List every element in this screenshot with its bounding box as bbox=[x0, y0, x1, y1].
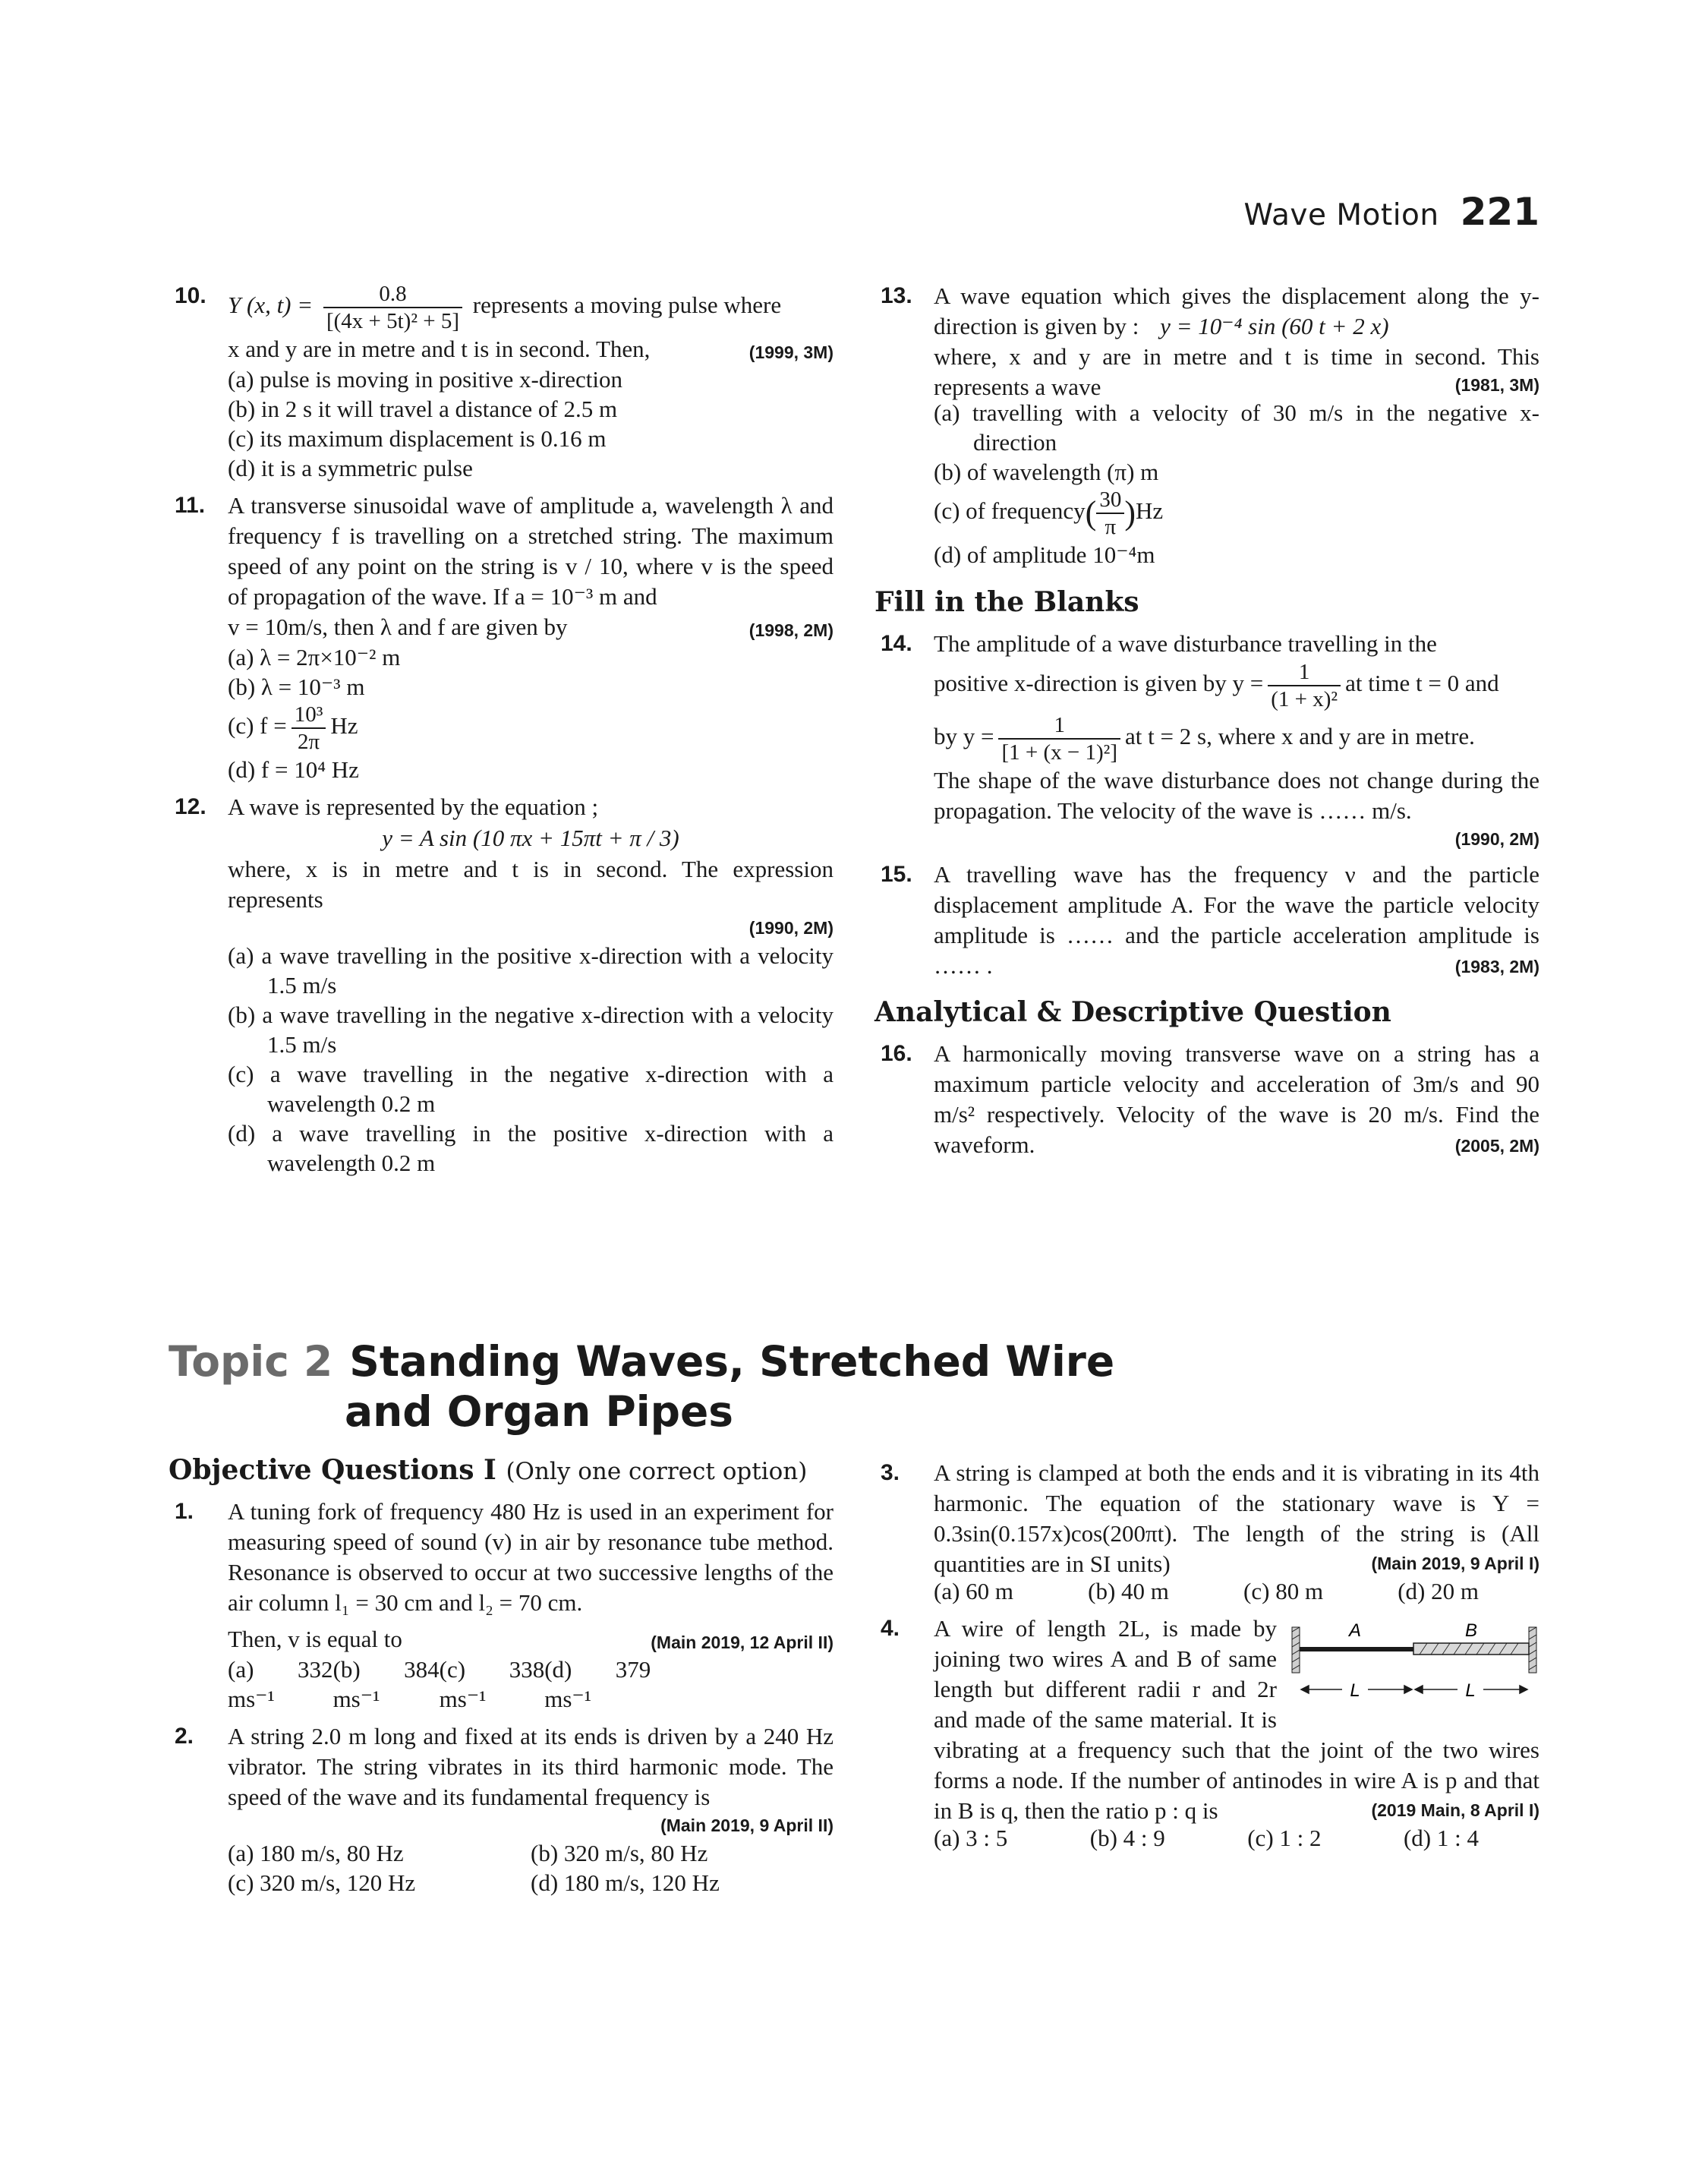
q11-line-last: v = 10m/s, then λ and f are given by bbox=[228, 614, 568, 640]
q14-fraction-1 bbox=[1268, 659, 1341, 712]
option: (c) a wave travelling in the negative x-direction with a wavelength 0.2 m bbox=[228, 1061, 834, 1117]
t2q2-stem: A string 2.0 m long and fixed at its ends is driven by a 240 Hz vibrator. The string vibrates in its third harmonic mode. The speed of the wave and its fundamental frequency is bbox=[228, 1723, 834, 1810]
left-paren: ( bbox=[1085, 494, 1097, 532]
fraction-denominator: [1 + (x − 1)²] bbox=[1001, 740, 1118, 765]
fill-in-blanks-heading: Fill in the Blanks bbox=[874, 586, 1139, 618]
topic2-question-2 bbox=[169, 1721, 834, 1898]
q10-ref: (1999, 3M) bbox=[748, 342, 834, 362]
q14-stem2-pre: positive x-direction is given by y = bbox=[934, 670, 1264, 697]
fraction-denominator: π bbox=[1105, 515, 1117, 539]
option-c-fraction bbox=[291, 702, 326, 755]
question-11 bbox=[169, 491, 834, 784]
question-number: 10. bbox=[175, 283, 206, 308]
question-12 bbox=[169, 792, 834, 1178]
option: (b) 384 ms⁻¹ bbox=[332, 1656, 440, 1712]
q15-stem: A travelling wave has the frequency ν and the particle displacement amplitude A. For the wave the particle velocity amplitude is …… and the particle acceleration amplitude is …… . bbox=[934, 861, 1539, 979]
option: (a) 332 ms⁻¹ bbox=[228, 1656, 333, 1712]
option-c-fraction bbox=[1096, 487, 1124, 540]
question-number: 1. bbox=[175, 1499, 194, 1524]
topic-title-line2: and Organ Pipes bbox=[345, 1387, 734, 1436]
q14-stem4: The shape of the wave disturbance does not change during the propagation. The velocity of the wave is …… m/s. bbox=[934, 767, 1539, 824]
option: (d) 379 ms⁻¹ bbox=[544, 1656, 651, 1712]
q10-line2: x and y are in metre and t is in second. Then, bbox=[228, 336, 651, 362]
fraction-denominator: 2π bbox=[297, 730, 320, 754]
objective-subheading: (Only one correct option) bbox=[506, 1458, 808, 1485]
t2q2-ref: (Main 2019, 9 April II) bbox=[660, 1815, 834, 1835]
label-a: A bbox=[1348, 1620, 1362, 1641]
label-l2: L bbox=[1465, 1680, 1476, 1701]
right-column-top bbox=[874, 281, 1539, 1166]
fraction-numerator: 0.8 bbox=[323, 281, 462, 308]
fraction-denominator: (1 + x)² bbox=[1271, 687, 1338, 711]
q10-lhs: Y (x, t) = bbox=[228, 292, 314, 319]
option: (d) of amplitude 10⁻⁴m bbox=[934, 541, 1155, 568]
q12-stem2: where, x is in metre and t is in second. The expression represents bbox=[228, 856, 834, 913]
fraction-numerator: 1 bbox=[998, 712, 1120, 740]
t2q4-options bbox=[934, 1823, 1539, 1853]
topic2-question-1 bbox=[169, 1497, 834, 1714]
objective-heading bbox=[169, 1454, 834, 1486]
t2q1-stem2: Then, v is equal to bbox=[228, 1626, 402, 1652]
q13-equation: y = 10⁻⁴ sin (60 t + 2 x) bbox=[1160, 313, 1389, 339]
wire-diagram bbox=[1290, 1614, 1539, 1712]
t2q4-ref: (2019 Main, 8 April I) bbox=[1371, 1800, 1539, 1820]
q12-equation: y = A sin (10 πx + 15πt + π / 3) bbox=[382, 825, 679, 851]
page-header bbox=[1243, 190, 1539, 234]
option-c bbox=[934, 487, 1539, 540]
question-number: 13. bbox=[881, 283, 912, 308]
q16-ref: (2005, 2M) bbox=[1454, 1136, 1539, 1156]
option: (b) in 2 s it will travel a distance of 2.5 m bbox=[228, 396, 618, 422]
option: (b) a wave travelling in the negative x-direction with a velocity 1.5 m/s bbox=[228, 1002, 834, 1058]
question-16 bbox=[874, 1039, 1539, 1159]
option: (b) 40 m bbox=[1088, 1578, 1169, 1604]
option: (c) 320 m/s, 120 Hz bbox=[228, 1869, 416, 1896]
option: (a) 60 m bbox=[934, 1578, 1014, 1604]
left-column-bottom bbox=[169, 1454, 834, 1905]
q14-stem1: The amplitude of a wave disturbance travelling in the bbox=[934, 630, 1437, 657]
option-c-unit: Hz bbox=[1135, 497, 1164, 525]
option: (a) λ = 2π×10⁻² m bbox=[228, 644, 401, 670]
option: (b) of wavelength (π) m bbox=[934, 459, 1159, 485]
q15-ref: (1983, 2M) bbox=[1454, 957, 1539, 976]
question-number: 2. bbox=[175, 1724, 194, 1749]
fraction-numerator: 1 bbox=[1268, 659, 1341, 686]
q11-stem: A transverse sinusoidal wave of amplitude a, wavelength λ and frequency f is travelling on a stretched string. The maximum speed of any point on the string is v / 10, where v is the speed of propagation of the wave. If a = 10⁻³ m and bbox=[228, 492, 834, 610]
option-c-prefix: (c) of frequency bbox=[934, 497, 1086, 525]
t2q3-options bbox=[934, 1576, 1539, 1606]
option: (c) 1 : 2 bbox=[1247, 1825, 1322, 1851]
dimension-arrows bbox=[1301, 1686, 1527, 1693]
t2q1-stem: A tuning fork of frequency 480 Hz is used in an experiment for measuring speed of sound (v) in air by resonance tube method. Resonance is observed to occur at two successive lengths of the air column l₁ = 30 cm and l₂ = 70 cm. bbox=[228, 1498, 834, 1616]
right-column-bottom bbox=[874, 1458, 1539, 1860]
option: (a) 3 : 5 bbox=[934, 1825, 1008, 1851]
option: (b) λ = 10⁻³ m bbox=[228, 674, 365, 700]
right-paren: ) bbox=[1124, 494, 1136, 532]
left-column-top bbox=[169, 281, 834, 1185]
question-number: 11. bbox=[175, 493, 206, 518]
option: (d) 20 m bbox=[1398, 1578, 1479, 1604]
t2q3-stem: A string is clamped at both the ends and it is vibrating in its 4th harmonic. The equation of the stationary wave is Y = 0.3sin(0.157x)cos(200πt). The length of the string is (All quantities are in SI units) bbox=[934, 1459, 1539, 1577]
t2q2-options bbox=[228, 1838, 834, 1898]
q13-stem2: where, x and y are in metre and t is time in second. This represents a wave bbox=[934, 343, 1539, 400]
option: (d) 180 m/s, 120 Hz bbox=[531, 1869, 720, 1896]
topic-heading bbox=[169, 1336, 1114, 1437]
question-number: 12. bbox=[175, 794, 206, 819]
option: (a) 180 m/s, 80 Hz bbox=[228, 1840, 404, 1866]
option: (b) 320 m/s, 80 Hz bbox=[531, 1840, 708, 1866]
topic-title-line1: Standing Waves, Stretched Wire bbox=[349, 1337, 1115, 1386]
fraction-numerator: 30 bbox=[1096, 487, 1124, 514]
q14-stem3-pre: by y = bbox=[934, 723, 994, 750]
topic-label: Topic 2 bbox=[169, 1337, 333, 1386]
q10-stem-rest: represents a moving pulse where bbox=[472, 292, 782, 319]
q12-ref: (1990, 2M) bbox=[748, 918, 834, 938]
question-14 bbox=[874, 629, 1539, 852]
q14-fraction-2 bbox=[998, 712, 1120, 765]
topic2-question-3 bbox=[874, 1458, 1539, 1606]
analytical-heading: Analytical & Descriptive Question bbox=[874, 996, 1391, 1028]
option: (c) 338 ms⁻¹ bbox=[439, 1656, 545, 1712]
option: (a) pulse is moving in positive x-direction bbox=[228, 366, 623, 393]
objective-heading-text: Objective Questions I bbox=[169, 1454, 496, 1486]
t2q4-stem: A wire of length 2L, is made by joining two wires A and B of same length but different radii r and 2r and made of the same material. It is vibrating at a frequency such that the joint of the two wires forms a node. If the number of antinodes in wire A is p and that in B is q, then the ratio p : q is bbox=[934, 1615, 1539, 1824]
question-15 bbox=[874, 860, 1539, 980]
wire-a bbox=[1300, 1647, 1413, 1651]
option-c-prefix: (c) f = bbox=[228, 712, 287, 740]
option: (b) 4 : 9 bbox=[1089, 1825, 1165, 1851]
option: (d) a wave travelling in the positive x-direction with a wavelength 0.2 m bbox=[228, 1120, 834, 1176]
question-10 bbox=[169, 281, 834, 483]
q14-ref: (1990, 2M) bbox=[1454, 829, 1539, 849]
question-13 bbox=[874, 281, 1539, 569]
fraction-denominator: [(4x + 5t)² + 5] bbox=[326, 309, 460, 333]
q13-ref: (1981, 3M) bbox=[1454, 375, 1539, 395]
option-c-unit: Hz bbox=[330, 712, 358, 740]
question-number: 4. bbox=[881, 1616, 900, 1641]
q14-stem2-post: at time t = 0 and bbox=[1345, 670, 1499, 697]
option: (d) 1 : 4 bbox=[1403, 1825, 1479, 1851]
chapter-title: Wave Motion bbox=[1243, 198, 1439, 232]
label-b: B bbox=[1464, 1620, 1478, 1641]
q10-fraction bbox=[323, 281, 462, 334]
question-number: 14. bbox=[881, 631, 912, 656]
q12-stem: A wave is represented by the equation ; bbox=[228, 793, 599, 820]
option: (c) its maximum displacement is 0.16 m bbox=[228, 425, 607, 452]
option: (c) 80 m bbox=[1243, 1578, 1324, 1604]
topic2-question-4 bbox=[874, 1614, 1539, 1853]
question-number: 15. bbox=[881, 862, 912, 887]
q14-stem3-post: at t = 2 s, where x and y are in metre. bbox=[1125, 723, 1475, 750]
option-c bbox=[228, 702, 834, 755]
page-number: 221 bbox=[1460, 190, 1539, 234]
t2q1-ref: (Main 2019, 12 April II) bbox=[651, 1633, 834, 1652]
option: (a) travelling with a velocity of 30 m/s in the negative x-direction bbox=[934, 399, 1539, 456]
fraction-numerator: 10³ bbox=[291, 702, 326, 729]
question-number: 3. bbox=[881, 1460, 900, 1485]
label-l1: L bbox=[1350, 1680, 1360, 1701]
option: (a) a wave travelling in the positive x-direction with a velocity 1.5 m/s bbox=[228, 942, 834, 998]
q16-stem: A harmonically moving transverse wave on a string has a maximum particle velocity and acceleration of 3m/s and 90 m/s² respectively. Velocity of the wave is 20 m/s. Find the waveform. bbox=[934, 1040, 1539, 1158]
question-number: 16. bbox=[881, 1041, 912, 1066]
q11-ref: (1998, 2M) bbox=[748, 620, 834, 640]
q13-stem: A wave equation which gives the displacement along the y-direction is given by : bbox=[934, 282, 1539, 339]
t2q3-ref: (Main 2019, 9 April I) bbox=[1371, 1554, 1539, 1573]
t2q1-options bbox=[228, 1655, 651, 1714]
option: (d) it is a symmetric pulse bbox=[228, 455, 473, 481]
option: (d) f = 10⁴ Hz bbox=[228, 756, 359, 783]
